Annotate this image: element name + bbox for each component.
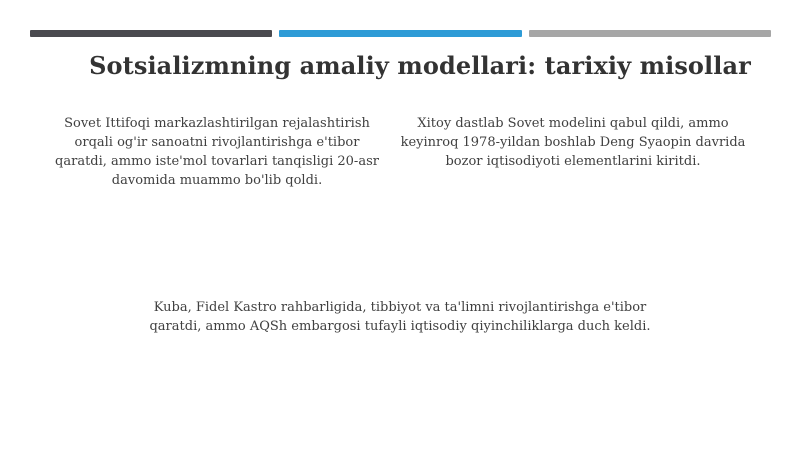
accent-bar-gray [529, 30, 771, 37]
paragraph-soviet-union: Sovet Ittifoqi markazlashtirilgan rejalashtirish orqali og'ir sanoatni rivojlantirishga e'tibor qaratdi, ammo iste'mol tovarlari tanqisligi 20-asr davomida muammo bo'lib qoldi. [55, 116, 379, 188]
accent-bar-blue [279, 30, 522, 37]
paragraph-cuba: Kuba, Fidel Kastro rahbarligida, tibbiyot va ta'limni rivojlantirishga e'tibor qaratdi, ammo AQSh embargosi tufayli iqtisodiy qiyinchiliklarga duch keldi. [149, 300, 651, 334]
accent-bar-dark [30, 30, 272, 37]
slide-title: Sotsializmning amaliy modellari: tarixiy misollar [89, 51, 751, 80]
paragraph-china: Xitoy dastlab Sovet modelini qabul qildi, ammo keyinroq 1978-yildan boshlab Deng Syaopin davrida bozor iqtisodiyoti elementlarini kiritdi. [400, 116, 746, 169]
